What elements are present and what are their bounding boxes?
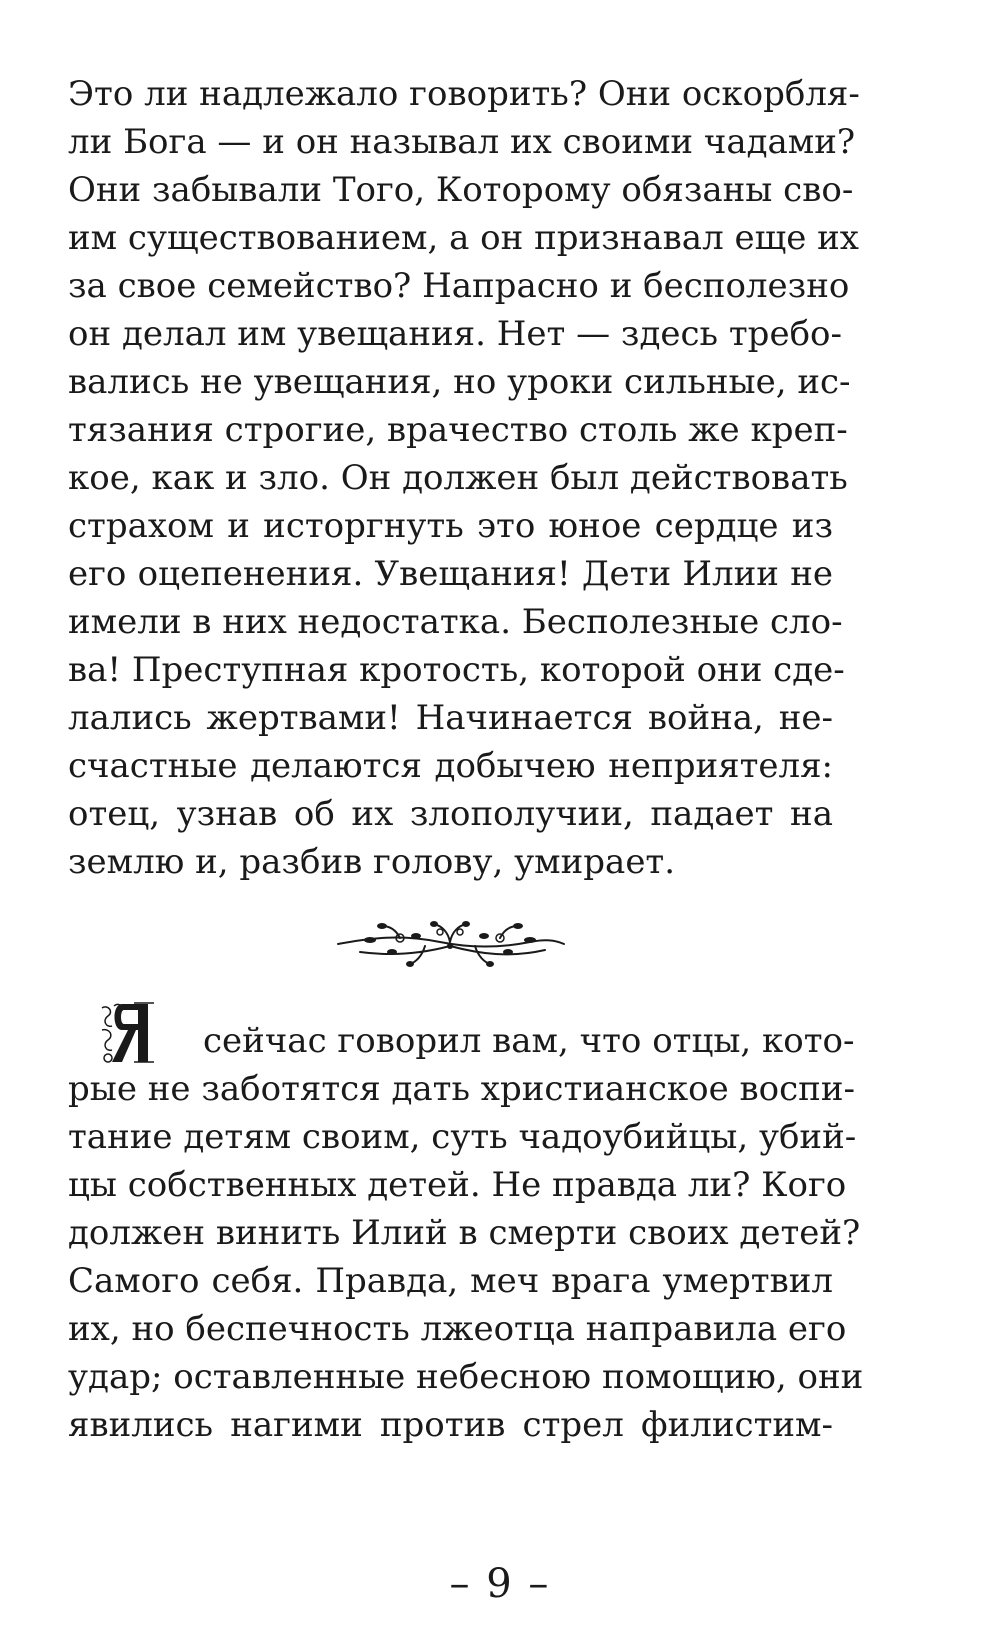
page-number: – 9 – bbox=[449, 1561, 551, 1607]
text-line: Они забывали Того, Которому обязаны сво- bbox=[68, 170, 854, 210]
dropcap-letter bbox=[98, 1000, 162, 1066]
text-line: тязания строгие, врачество столь же креп- bbox=[68, 410, 848, 450]
text-line: его оцепенения. Увещания! Дети Илии не bbox=[68, 554, 833, 594]
text-line: вались не увещания, но уроки сильные, ис- bbox=[68, 362, 851, 402]
text-line: ли Бога — и он называл их своими чадами? bbox=[68, 122, 856, 162]
floral-divider-ornament bbox=[330, 912, 570, 972]
text-line: Самого себя. Правда, меч врага умертвил bbox=[68, 1261, 833, 1301]
text-line: страхом и исторгнуть это юное сердце из bbox=[68, 506, 833, 546]
text-line: кое, как и зло. Он должен был действовать bbox=[68, 458, 848, 498]
text-line: тание детям своим, суть чадоубийцы, убий- bbox=[68, 1117, 857, 1157]
text-line: отец, узнав об их злополучии, падает на bbox=[68, 794, 833, 834]
text-line: ва! Преступная кротость, которой они сде- bbox=[68, 650, 845, 690]
text-line: явились нагими против стрел филистим- bbox=[68, 1405, 833, 1445]
text-line: счастные делаются добычею неприятеля: bbox=[68, 746, 833, 786]
text-line: цы собственных детей. Не правда ли? Кого bbox=[68, 1165, 847, 1205]
text-line: рые не заботятся дать христианское воспи- bbox=[68, 1069, 855, 1109]
text-line: за свое семейство? Напрасно и бесполезно bbox=[68, 266, 850, 306]
text-line: их, но беспечность лжеотца направила его bbox=[68, 1309, 847, 1349]
text-line: лались жертвами! Начинается война, не- bbox=[68, 698, 833, 738]
text-line: Это ли надлежало говорить? Они оскорбля- bbox=[68, 74, 860, 114]
decorated-dropcap bbox=[98, 1000, 162, 1066]
text-line: удар; оставленные небесною помощию, они bbox=[68, 1357, 864, 1397]
text-line: им существованием, а он признавал еще их bbox=[68, 218, 859, 258]
text-line: сейчас говорил вам, что отцы, кото- bbox=[203, 1021, 855, 1061]
text-line: землю и, разбив голову, умирает. bbox=[68, 842, 676, 882]
text-line: он делал им увещания. Нет — здесь требо- bbox=[68, 314, 842, 354]
text-line: имели в них недостатка. Бесполезные сло- bbox=[68, 602, 843, 642]
text-line: должен винить Илий в смерти своих детей? bbox=[68, 1213, 861, 1253]
